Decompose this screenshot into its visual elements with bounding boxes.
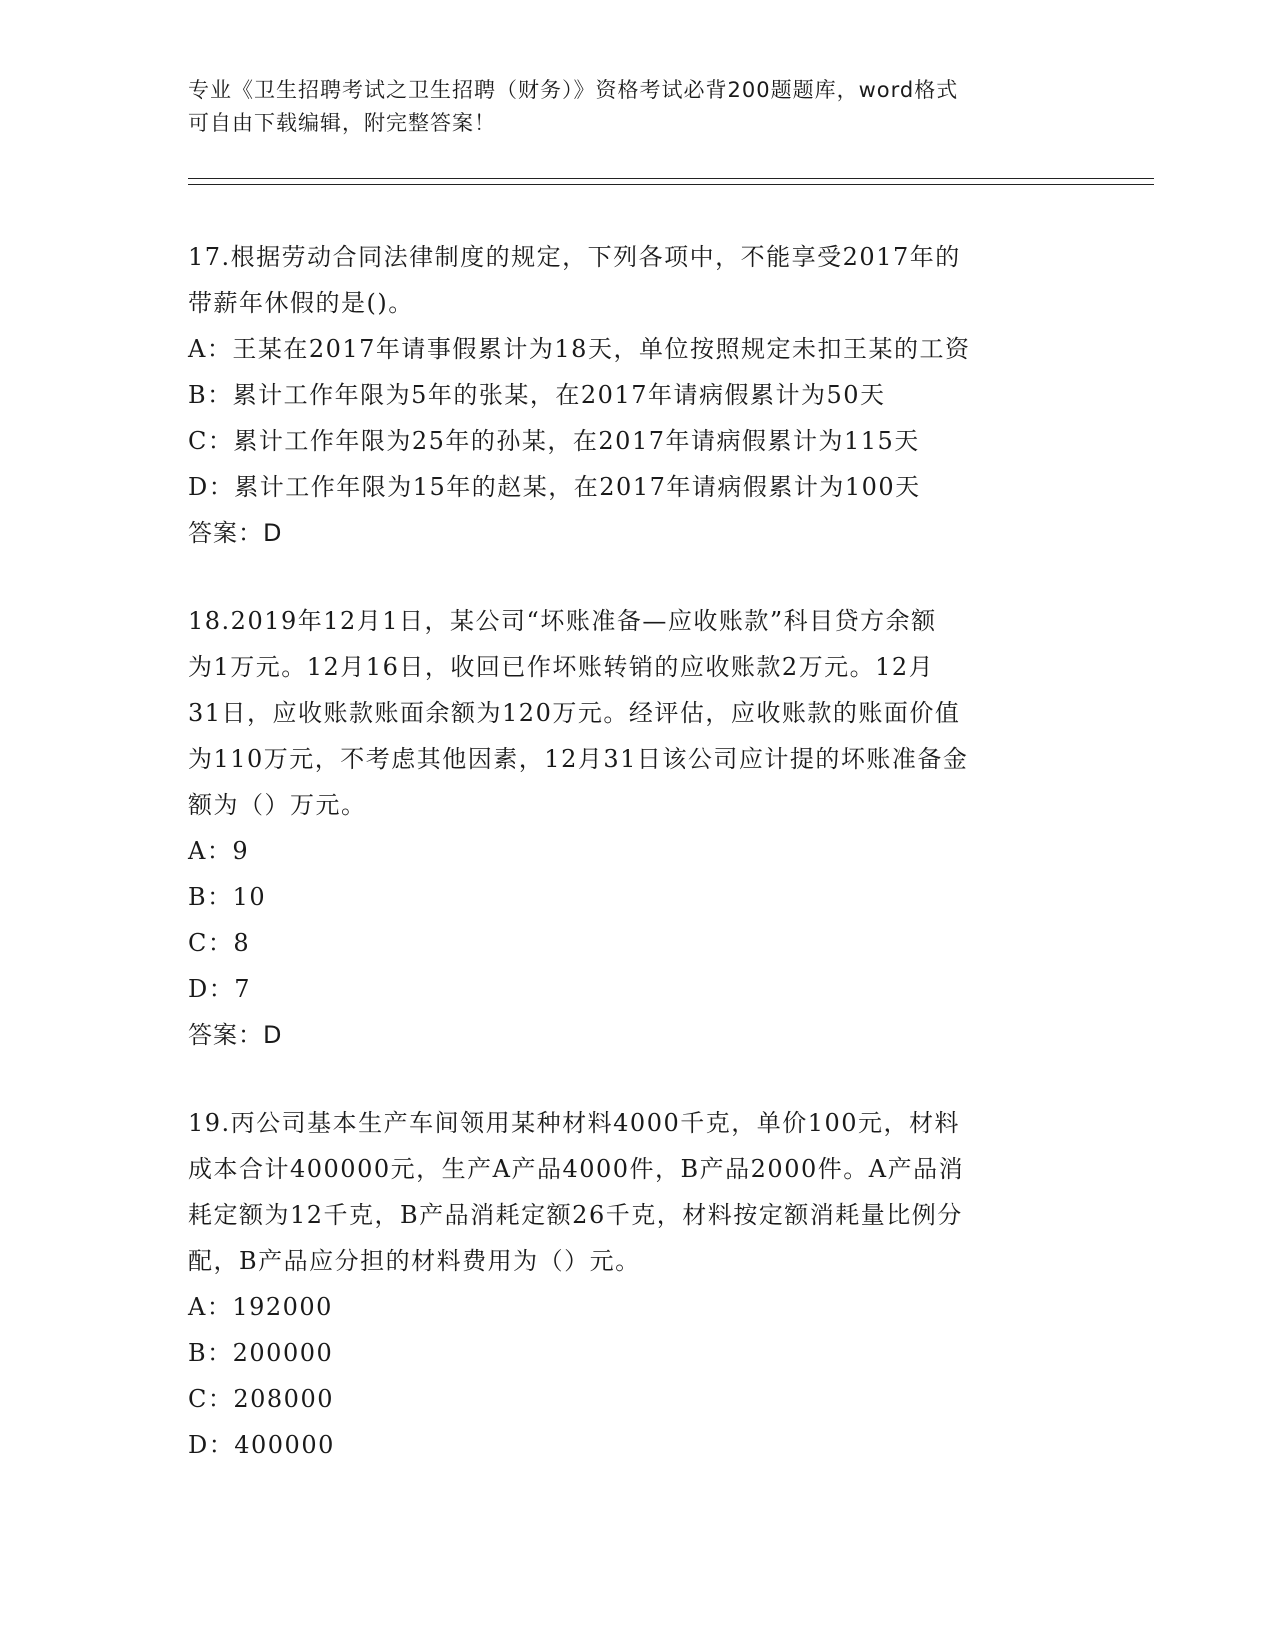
stem-line: 额为（）万元。 bbox=[188, 791, 367, 819]
stem-line: 耗定额为12千克，B产品消耗定额26千克，材料按定额消耗量比例分 bbox=[188, 1201, 963, 1229]
option-c: C：8 bbox=[188, 929, 251, 957]
option-a: A：9 bbox=[188, 837, 250, 865]
stem-line: 为1万元。12月16日，收回已作坏账转销的应收账款2万元。12月 bbox=[188, 653, 935, 681]
option-d: D：7 bbox=[188, 975, 252, 1003]
stem-line: 18.2019年12月1日，某公司“坏账准备—应收账款”科目贷方余额 bbox=[188, 607, 937, 635]
option-b: B：10 bbox=[188, 883, 267, 911]
answer: 答案：D bbox=[188, 519, 283, 547]
question-18 bbox=[188, 598, 1088, 1058]
question-stem bbox=[188, 598, 1088, 828]
option-a: A：王某在2017年请事假累计为18天，单位按照规定未扣王某的工资 bbox=[188, 335, 971, 363]
stem-line: 17.根据劳动合同法律制度的规定，下列各项中，不能享受2017年的 bbox=[188, 243, 961, 271]
option-d: D：400000 bbox=[188, 1431, 335, 1459]
option-a: A：192000 bbox=[188, 1293, 333, 1321]
header-divider-top bbox=[188, 178, 1154, 179]
header-divider-bottom bbox=[188, 184, 1154, 185]
stem-line: 带薪年休假的是()。 bbox=[188, 289, 414, 317]
document-header bbox=[188, 74, 1088, 140]
stem-line: 为110万元，不考虑其他因素，12月31日该公司应计提的坏账准备金 bbox=[188, 745, 969, 773]
option-b: B：累计工作年限为5年的张某，在2017年请病假累计为50天 bbox=[188, 381, 886, 409]
question-17 bbox=[188, 234, 1088, 556]
header-line-1: 专业《卫生招聘考试之卫生招聘（财务）》资格考试必背200题题库，word格式 bbox=[188, 78, 959, 102]
question-stem bbox=[188, 1100, 1088, 1284]
header-line-2: 可自由下载编辑，附完整答案！ bbox=[188, 111, 496, 135]
answer: 答案：D bbox=[188, 1021, 283, 1049]
stem-line: 31日，应收账款账面余额为120万元。经评估，应收账款的账面价值 bbox=[188, 699, 961, 727]
option-c: C：208000 bbox=[188, 1385, 334, 1413]
option-b: B：200000 bbox=[188, 1339, 334, 1367]
option-d: D：累计工作年限为15年的赵某，在2017年请病假累计为100天 bbox=[188, 473, 921, 501]
question-19 bbox=[188, 1100, 1088, 1468]
stem-line: 19.丙公司基本生产车间领用某种材料4000千克，单价100元，材料 bbox=[188, 1109, 961, 1137]
stem-line: 成本合计400000元，生产A产品4000件，B产品2000件。A产品消 bbox=[188, 1155, 965, 1183]
question-stem bbox=[188, 234, 1088, 326]
stem-line: 配，B产品应分担的材料费用为（）元。 bbox=[188, 1247, 641, 1275]
option-c: C：累计工作年限为25年的孙某，在2017年请病假累计为115天 bbox=[188, 427, 920, 455]
